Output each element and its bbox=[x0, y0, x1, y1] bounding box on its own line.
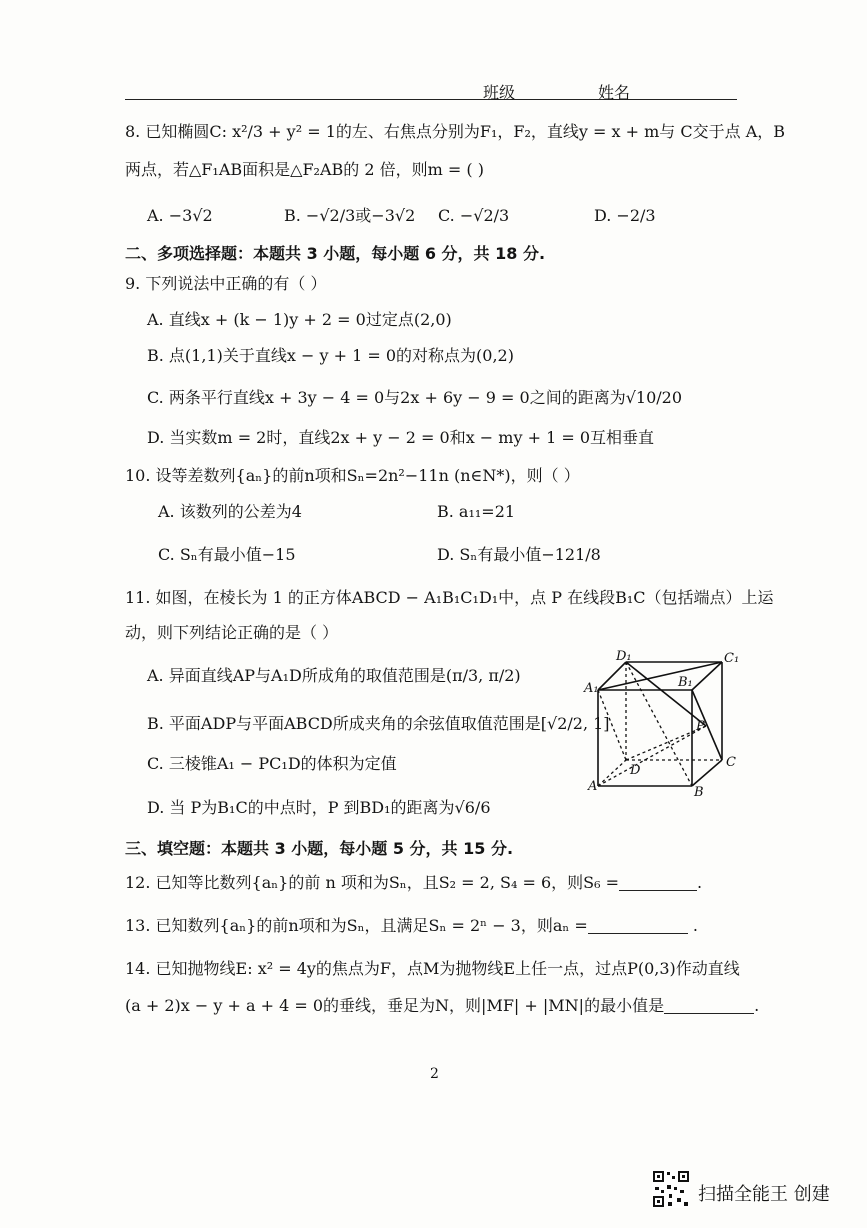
q9-option-a: A. 直线x + (k − 1)y + 2 = 0过定点(2,0) bbox=[147, 310, 452, 329]
q12-line: 12. 已知等比数列{aₙ}的前 n 项和为Sₙ，且S₂ = 2, S₄ = 6，则S₆ = . bbox=[125, 873, 703, 892]
q8-option-d: D. −2/3 bbox=[594, 206, 656, 225]
q14-line1: 14. 已知抛物线E: x² = 4y的焦点为F，点M为抛物线E上任一点，过点P(0,3)作动直线 bbox=[125, 959, 740, 978]
cube-figure bbox=[582, 648, 742, 798]
q8-line1: 8. 已知椭圆C: x²/3 + y² = 1的左、右焦点分别为F₁，F₂，直线y = x + m与 C交于点 A，B bbox=[125, 122, 786, 141]
page-number: 2 bbox=[430, 1066, 439, 1082]
q10-option-a: A. 该数列的公差为4 bbox=[158, 502, 302, 521]
q9-stem: 9. 下列说法中正确的有（ ） bbox=[125, 274, 327, 293]
label-a1: A₁ bbox=[584, 681, 599, 696]
label-p: P bbox=[696, 719, 705, 734]
q10-option-b: B. a₁₁=21 bbox=[437, 502, 516, 521]
q9-option-d: D. 当实数m = 2时，直线2x + y − 2 = 0和x − my + 1 = 0互相垂直 bbox=[147, 428, 655, 447]
name-label: 姓名 bbox=[598, 83, 631, 102]
label-a: A bbox=[588, 779, 598, 794]
q11-option-c: C. 三棱锥A₁ − PC₁D的体积为定值 bbox=[147, 754, 397, 773]
q14-line2: (a + 2)x − y + a + 4 = 0的垂线，垂足为N，则|MF| + |MN|的最小值是 bbox=[125, 996, 665, 1015]
label-c1: C₁ bbox=[724, 651, 740, 666]
label-d: D bbox=[630, 763, 641, 778]
q10-option-c: C. Sₙ有最小值−15 bbox=[158, 545, 296, 564]
watermark-text: 扫描全能王 创建 bbox=[698, 1184, 830, 1205]
qr-code-icon bbox=[652, 1170, 690, 1208]
q11-option-d: D. 当 P为B₁C的中点时，P 到BD₁的距离为√6/6 bbox=[147, 798, 491, 817]
q12-stem: 12. 已知等比数列{aₙ}的前 n 项和为Sₙ，且S₂ = 2, S₄ = 6，则S₆ = bbox=[125, 873, 620, 892]
q9-option-b: B. 点(1,1)关于直线x − y + 1 = 0的对称点为(0,2) bbox=[147, 346, 514, 365]
q11-line2: 动，则下列结论正确的是（ ） bbox=[125, 623, 339, 642]
section-fill-in: 三、填空题：本题共 3 小题，每小题 5 分，共 15 分. bbox=[125, 839, 514, 858]
q13-answer-blank[interactable] bbox=[588, 917, 688, 934]
class-label: 班级 bbox=[483, 83, 516, 102]
q13-line: 13. 已知数列{aₙ}的前n项和为Sₙ，且满足Sₙ = 2ⁿ − 3，则aₙ = . bbox=[125, 916, 698, 935]
q8-option-b: B. −√2/3或−3√2 bbox=[284, 206, 416, 225]
q8-line2: 两点，若△F₁AB面积是△F₂AB的 2 倍，则m = ( ) bbox=[125, 160, 484, 179]
section-multiple-choice: 二、多项选择题：本题共 3 小题，每小题 6 分，共 18 分. bbox=[125, 244, 546, 263]
header-rule bbox=[125, 99, 737, 100]
label-c: C bbox=[726, 755, 736, 770]
q9-option-c: C. 两条平行直线x + 3y − 4 = 0与2x + 6y − 9 = 0之间的距离为√10/20 bbox=[147, 388, 683, 407]
q11-option-b: B. 平面ADP与平面ABCD所成夹角的余弦值取值范围是[√2/2, 1] bbox=[147, 714, 610, 733]
label-b: B bbox=[694, 785, 704, 798]
q13-stem: 13. 已知数列{aₙ}的前n项和为Sₙ，且满足Sₙ = 2ⁿ − 3，则aₙ = bbox=[125, 916, 588, 935]
label-b1: B₁ bbox=[678, 675, 693, 690]
q14-line2-wrap: (a + 2)x − y + a + 4 = 0的垂线，垂足为N，则|MF| + |MN|的最小值是 . bbox=[125, 996, 760, 1015]
q14-answer-blank[interactable] bbox=[664, 997, 754, 1014]
q8-option-a: A. −3√2 bbox=[147, 206, 213, 225]
q8-option-c: C. −√2/3 bbox=[438, 206, 510, 225]
label-d1: D₁ bbox=[616, 649, 632, 664]
q12-answer-blank[interactable] bbox=[619, 874, 697, 891]
q11-option-a: A. 异面直线AP与A₁D所成角的取值范围是(π/3, π/2) bbox=[147, 666, 521, 685]
q10-stem: 10. 设等差数列{aₙ}的前n项和Sₙ=2n²−11n (n∈N*)，则（ ） bbox=[125, 466, 580, 485]
q11-line1: 11. 如图，在棱长为 1 的正方体ABCD − A₁B₁C₁D₁中，点 P 在线段B₁C（包括端点）上运 bbox=[125, 588, 774, 607]
q10-option-d: D. Sₙ有最小值−121/8 bbox=[437, 545, 601, 564]
